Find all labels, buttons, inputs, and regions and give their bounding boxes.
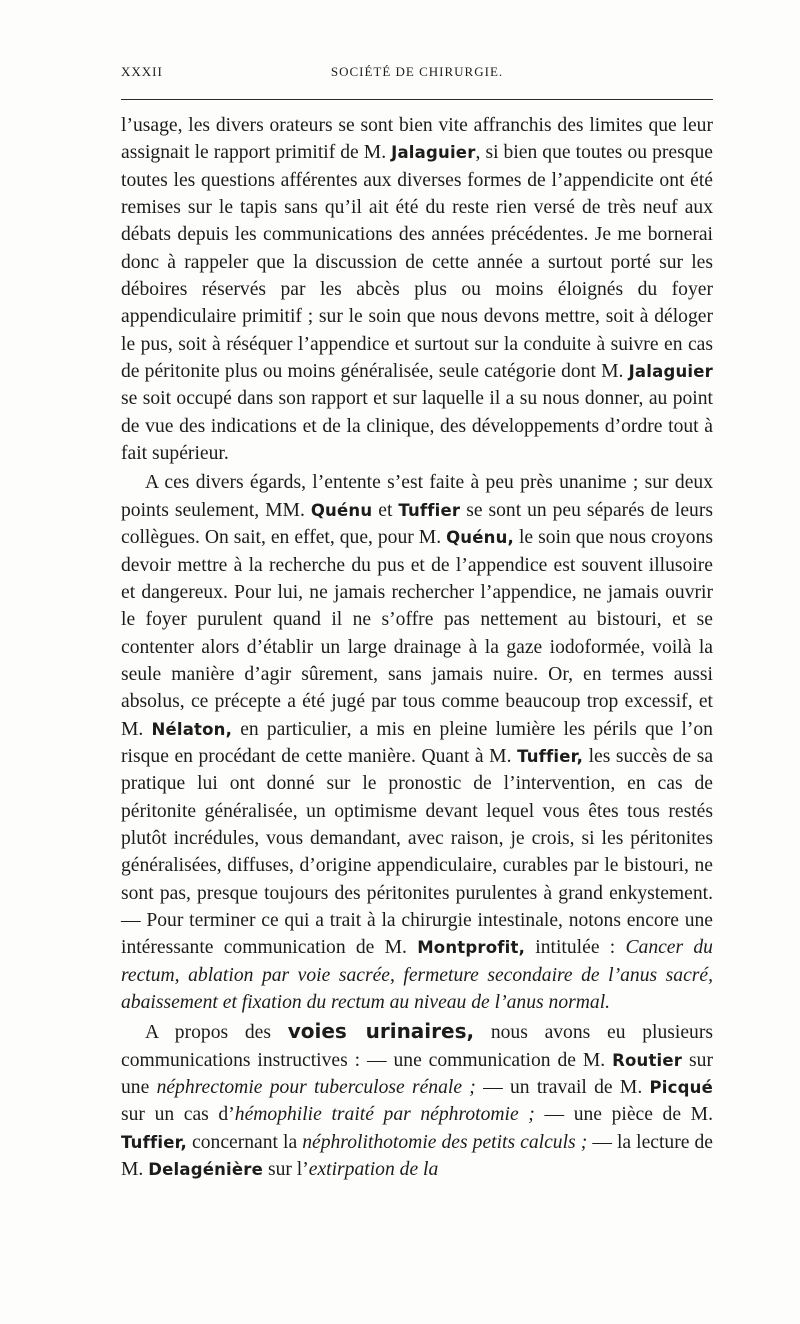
page-number: XXXII — [121, 64, 163, 79]
text-run: se sont un peu séparés de leurs collègues. On sait, en effet, que, pour M. — [121, 499, 713, 549]
text-run: , si bien que toutes ou presque toutes les questions afférentes aux diverses formes de l’appendicite ont été remises sur le tapis sans qu’il ait été du reste rien versé de très neuf aux débats depuis les communications des années précédentes. Je me bornerai donc à rappeler que la discussion de cette année a surtout porté sur les déboires réservés par les abcès plus ou moins éloignés du foyer appendiculaire primitif ; sur le soin que nous devons mettre, soit à déloger le pus, soit à réséquer l’appendice et surtout sur la conduite à suivre en cas de péritonite plus ou moins généralisée, seule catégorie dont M. — [121, 142, 714, 383]
text-run: les succès de sa pratique lui ont donné sur le pronostic de l’intervention, en cas de péritonite généralisée, un optimisme devant lequel vous êtes tous restés plutôt incrédules, vous demandant, avec raison, je crois, si les péritonites généralisées, diffuses, d’origine appendiculaire, curables par le bistouri, ne sont pas, presque toujours des péritonites purulentes à grand enkystement. — Pour terminer ce qui a trait à la chirurgie intestinale, notons encore une intéressante communication de M. — [121, 745, 714, 959]
text-run: le soin que nous croyons devoir mettre à la recherche du pus et de l’appendice est souvent illusoire et dangereux. Pour lui, ne jamais rechercher l’appendice, ne jamais ouvrir le foyer purulent quand il ne s’offre pas nettement au bistouri, et se contenter alors d’établir un large drainage à la gaze iodoformée, voilà la seule manière d’agir sûrement, sans jamais nuire. Or, en termes aussi absolus, ce précepte a été jugé par tous comme beaucoup trop excessif, et M. — [121, 527, 713, 740]
section-keyword: voies urinaires, — [287, 1019, 475, 1044]
text-run: — un travail de M. — [475, 1077, 650, 1099]
person-name: Jalaguier — [628, 362, 713, 382]
person-name: Jalaguier — [391, 143, 476, 163]
communication-title: néphrolithotomie des petits calculs ; — [302, 1131, 588, 1153]
person-name: Quénu — [310, 500, 373, 520]
communication-title: extirpation de la — [308, 1159, 439, 1181]
communication-title: Cancer du rectum, ablation par voie sacrée, fermeture secondaire de l’anus sacré, abaissement et fixation du rectum au niveau de l’anus normal. — [121, 937, 713, 1013]
person-name: Picqué — [649, 1078, 713, 1098]
person-name: Tuffier, — [517, 746, 584, 766]
text-run: en particulier, a mis en pleine lumière les périls que l’on risque en procédant de cette manière. Quant à M. — [121, 718, 713, 767]
text-run: sur un cas d’ — [121, 1104, 235, 1126]
text-run: concernant la — [186, 1131, 303, 1153]
text-run: l’usage, les divers orateurs se sont bien vite affranchis des limites que leur assignait le rapport primitif de M. — [121, 115, 713, 164]
paragraph-3 — [121, 1018, 713, 1183]
text-run: A propos des — [145, 1022, 288, 1044]
text-run: sur une — [121, 1049, 713, 1099]
person-name: Quénu, — [446, 528, 514, 548]
communication-title: hémophilie traité par néphrotomie ; — [234, 1104, 535, 1126]
text-run: — la lecture de M. — [121, 1131, 713, 1181]
person-name: Routier — [612, 1050, 683, 1070]
text-run: intitulée : — [525, 937, 626, 959]
person-name: Delagénière — [148, 1160, 264, 1180]
text-run: sur l’ — [263, 1159, 309, 1181]
person-name: Tuffier, — [121, 1132, 187, 1152]
running-header — [121, 64, 713, 86]
running-title: SOCIÉTÉ DE CHIRURGIE. — [330, 64, 504, 79]
header-rule — [121, 99, 713, 100]
text-run: nous avons eu plusieurs communications instructives : — une communication de M. — [121, 1022, 713, 1071]
paragraph-2 — [121, 469, 713, 1016]
text-run: et — [372, 499, 399, 521]
text-run: se soit occupé dans son rapport et sur laquelle il a su nous donner, au point de vue des indications et de la clinique, des développements d’ordre tout à fait supérieur. — [121, 388, 713, 465]
communication-title: néphrectomie pour tuberculose rénale ; — [156, 1077, 476, 1099]
text-run: A ces divers égards, l’entente s’est faite à peu près unanime ; sur deux points seulement, MM. — [121, 472, 713, 521]
person-name: Montprofit, — [417, 938, 526, 958]
text-run: — une pièce de M. — [534, 1104, 713, 1126]
body-text — [121, 112, 713, 1183]
person-name: Nélaton, — [151, 719, 233, 739]
person-name: Tuffier — [398, 500, 461, 520]
paragraph-1 — [121, 112, 713, 467]
